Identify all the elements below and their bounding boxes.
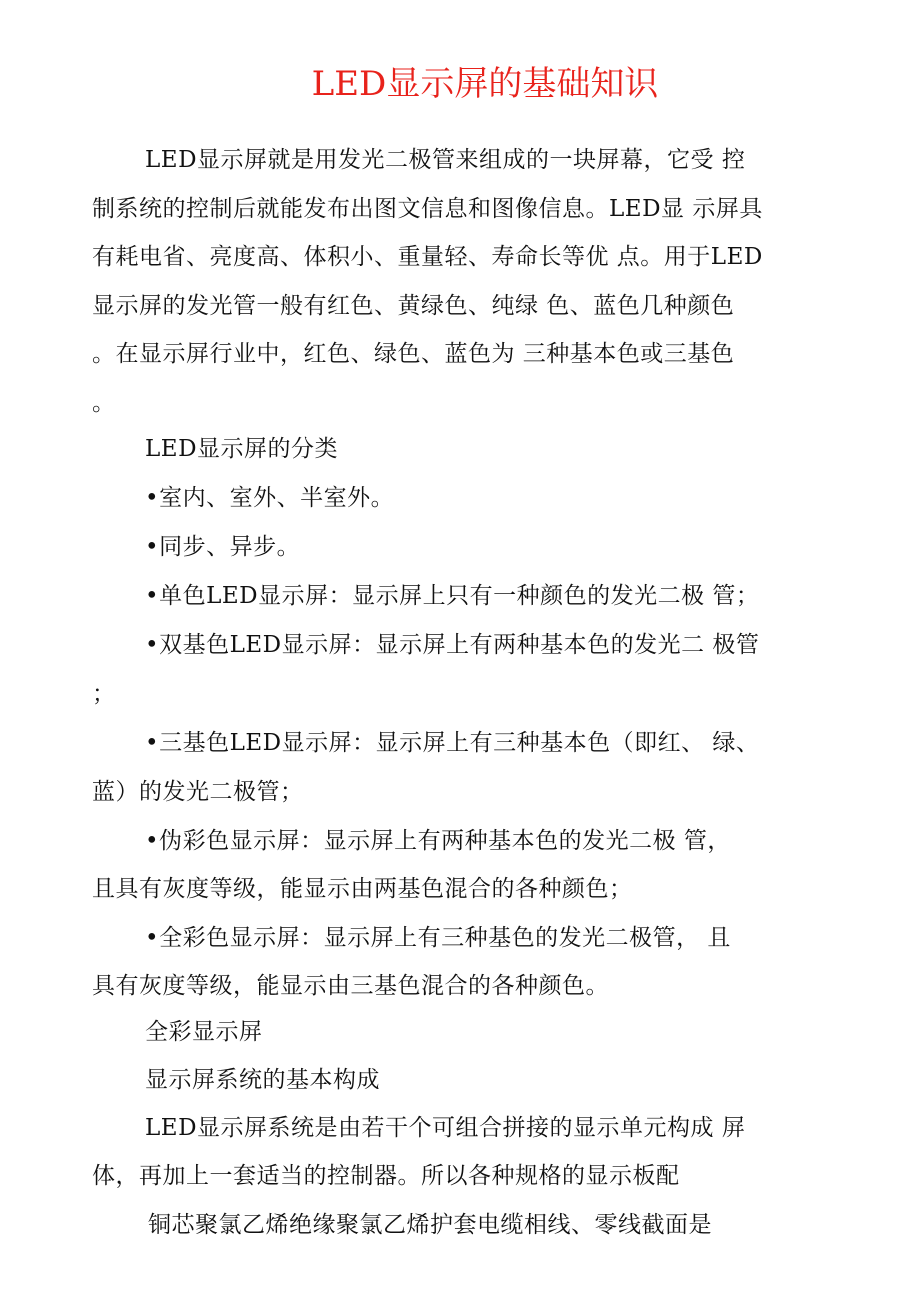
paragraph-line: 铜芯聚氯乙烯绝缘聚氯乙烯护套电缆相线、零线截面是 bbox=[148, 1212, 712, 1238]
list-item: •双基色LED显示屏：显示屏上有两种基本色的发光二 极管 bbox=[145, 632, 760, 658]
list-item-continuation: ； bbox=[92, 681, 116, 707]
list-item: •室内、室外、半室外。 bbox=[145, 485, 395, 511]
paragraph-line: LED显示屏就是用发光二极管来组成的一块屏幕，它受 控 bbox=[145, 147, 746, 173]
section-heading: 显示屏系统的基本构成 bbox=[145, 1067, 380, 1093]
list-item: •伪彩色显示屏：显示屏上有两种基本色的发光二极 管， bbox=[145, 828, 731, 854]
section-heading: LED显示屏的分类 bbox=[145, 436, 339, 462]
list-item: •三基色LED显示屏：显示屏上有三种基本色（即红、 绿、 bbox=[145, 730, 760, 756]
list-item: •同步、异步。 bbox=[145, 534, 301, 560]
document-title: LED显示屏的基础知识 bbox=[311, 64, 659, 104]
paragraph-line: 。 bbox=[92, 390, 116, 416]
paragraph-line: 。在显示屏行业中，红色、绿色、蓝色为 三种基本色或三基色 bbox=[92, 341, 735, 367]
section-heading: 全彩显示屏 bbox=[145, 1019, 263, 1045]
list-item-continuation: 蓝）的发光二极管； bbox=[92, 779, 304, 805]
paragraph-line: 制系统的控制后就能发布出图文信息和图像信息。LED显 示屏具 bbox=[92, 196, 763, 222]
list-item: •单色LED显示屏：显示屏上只有一种颜色的发光二极 管； bbox=[145, 583, 760, 609]
paragraph-line: 显示屏的发光管一般有红色、黄绿色、纯绿 色、蓝色几种颜色 bbox=[92, 293, 735, 319]
paragraph-line: LED显示屏系统是由若干个可组合拼接的显示单元构成 屏 bbox=[145, 1115, 746, 1141]
list-item-continuation: 具有灰度等级，能显示由三基色混合的各种颜色。 bbox=[92, 973, 609, 999]
paragraph-line: 体，再加上一套适当的控制器。所以各种规格的显示板配 bbox=[92, 1163, 680, 1189]
list-item: •全彩色显示屏：显示屏上有三种基色的发光二极管， 且 bbox=[145, 925, 731, 951]
paragraph-line: 有耗电省、亮度高、体积小、重量轻、寿命长等优 点。用于LED bbox=[92, 244, 763, 270]
list-item-continuation: 且具有灰度等级，能显示由两基色混合的各种颜色； bbox=[92, 876, 633, 902]
